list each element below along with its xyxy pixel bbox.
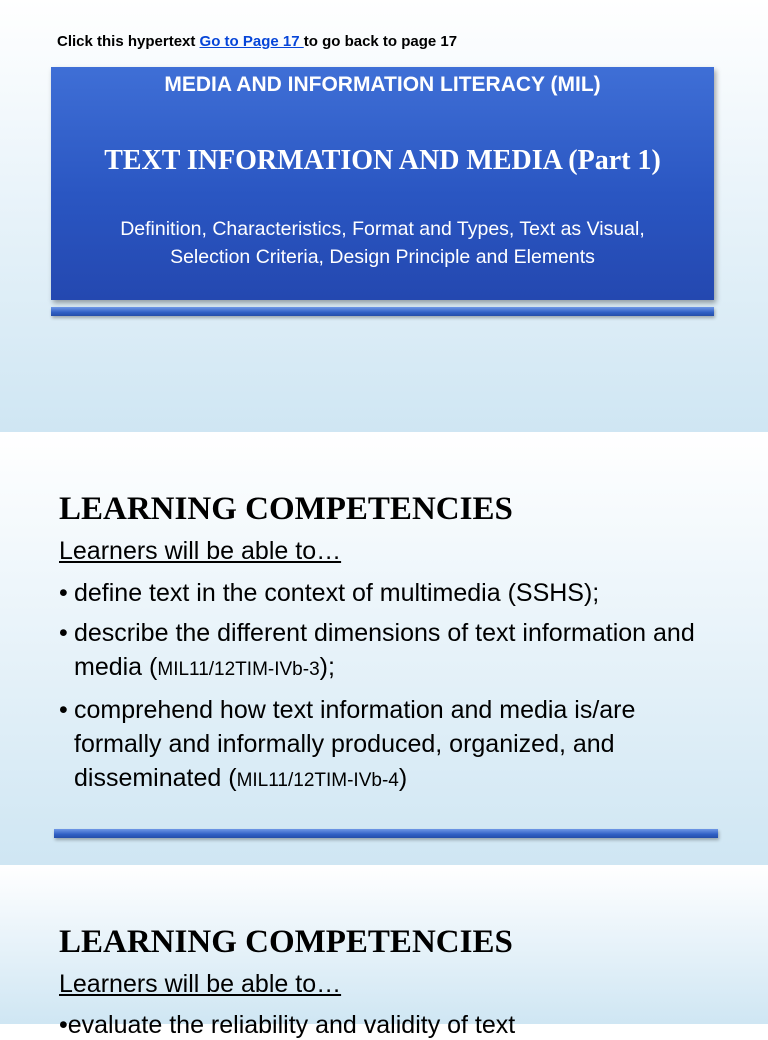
- slide-1: [0, 0, 768, 432]
- hyperlink-suffix: to go back to page 17: [303, 33, 458, 50]
- competency-list: [59, 576, 719, 804]
- slide-2: [0, 433, 768, 865]
- competency-text: describe the different dimensions of text information and media (: [74, 619, 695, 681]
- hyperlink-prefix: Click this hypertext: [57, 33, 200, 50]
- competency-suffix: );: [319, 653, 335, 681]
- go-to-page-17-link[interactable]: Go to Page 17: [199, 33, 304, 50]
- subtitle-line-1: Definition, Characteristics, Format and Types, Text as Visual,: [120, 218, 645, 240]
- divider-bar: [51, 307, 714, 316]
- competency-code: MIL11/12TIM-IVb-3: [157, 659, 320, 680]
- bullet-icon: •: [59, 579, 68, 607]
- subtitle-line-2: Selection Criteria, Design Principle and Elements: [170, 246, 595, 268]
- bullet-icon: •: [59, 696, 68, 724]
- learners-intro: Learners will be able to…: [59, 970, 342, 998]
- competency-text: comprehend how text information and media is/are formally and informally produced, organized, and disseminated (: [74, 696, 636, 792]
- main-title: TEXT INFORMATION AND MEDIA (Part 1): [104, 145, 661, 176]
- competency-text: define text in the context of multimedia (SSHS);: [74, 579, 600, 607]
- learners-intro: Learners will be able to…: [59, 537, 342, 565]
- competency-code: MIL11/12TIM-IVb-4: [236, 770, 399, 791]
- competency-suffix: ): [398, 764, 408, 792]
- divider-bar: [54, 829, 718, 838]
- competency-item: [59, 616, 719, 687]
- subject-title: MEDIA AND INFORMATION LITERACY (MIL): [164, 73, 601, 96]
- learning-competencies-heading: LEARNING COMPETENCIES: [59, 924, 513, 960]
- bullet-icon: •: [59, 619, 68, 647]
- competency-item: [59, 576, 719, 610]
- slide-3: [0, 866, 768, 1039]
- competency-item: [59, 693, 719, 798]
- competency-partial-line: •evaluate the reliability and validity of text: [59, 1011, 516, 1039]
- subtitle: [65, 215, 700, 271]
- learning-competencies-heading: LEARNING COMPETENCIES: [59, 491, 513, 527]
- title-box: [51, 67, 714, 300]
- hyperlink-instruction: [57, 33, 457, 50]
